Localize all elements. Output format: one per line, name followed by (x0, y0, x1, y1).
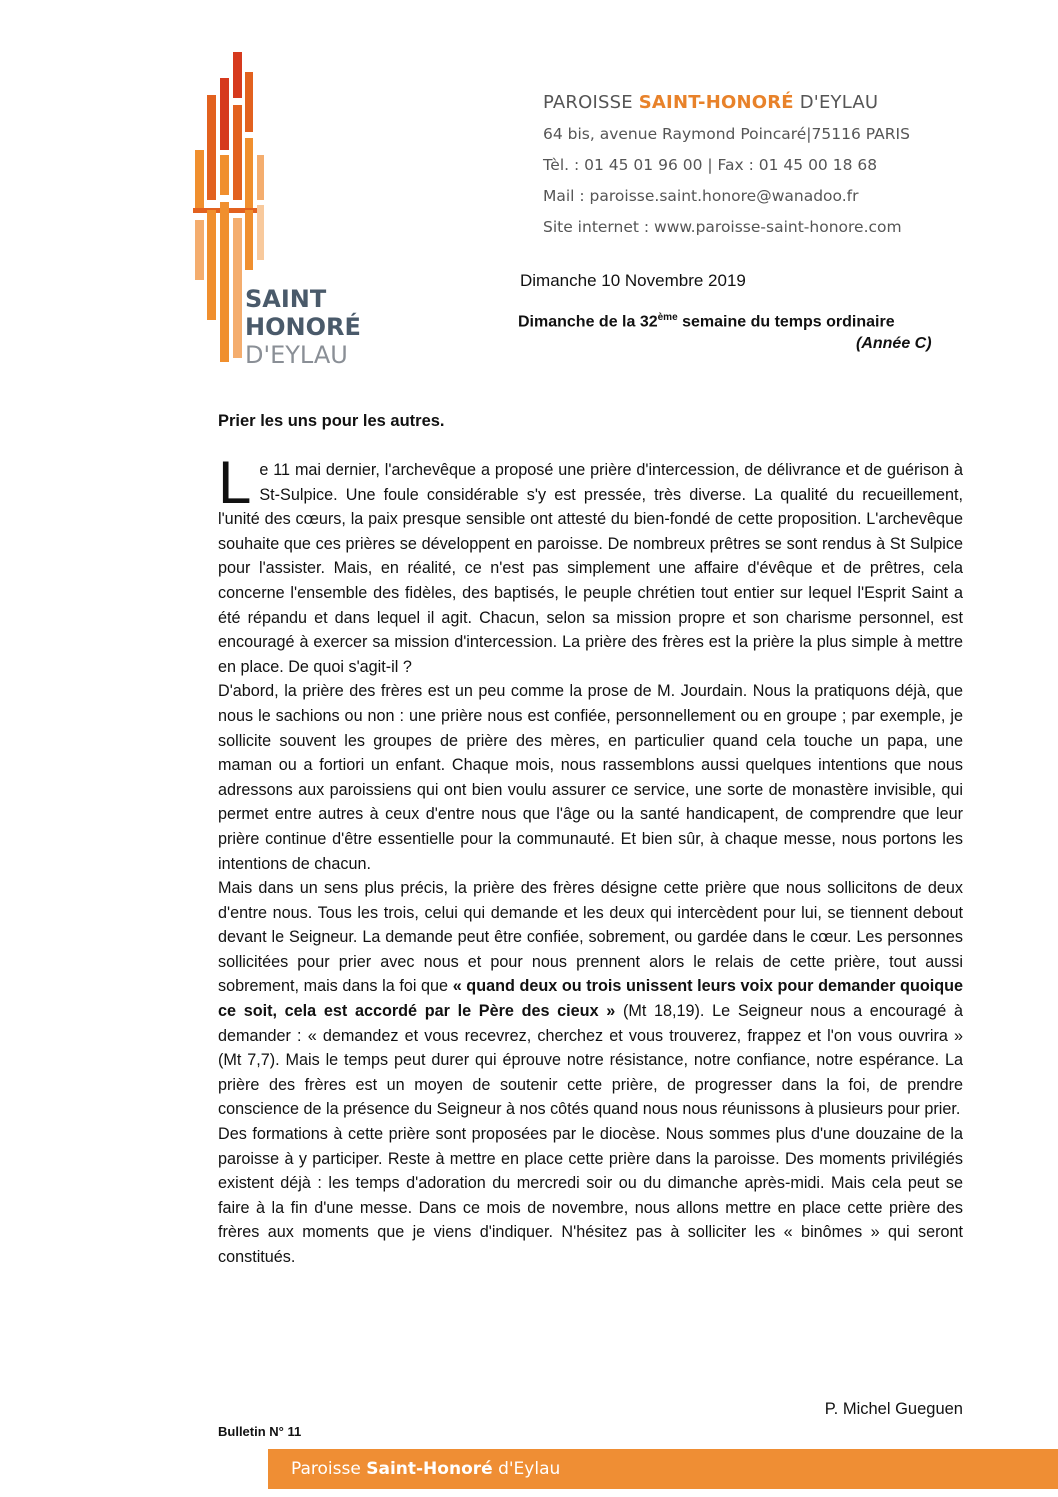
signature: P. Michel Gueguen (824, 1400, 963, 1418)
address: 64 bis, avenue Raymond Poincaré|75116 PARIS (543, 125, 910, 143)
paragraph-3-quote: « quand deux ou trois unissent leurs voix pour demander quoique ce soit, cela est accordé par le Père des cieux » (218, 977, 963, 1021)
parish-header (543, 92, 910, 243)
footer-banner (268, 1449, 1058, 1489)
phone-fax: Tèl. : 01 45 01 96 00 | Fax : 01 45 00 18 68 (543, 156, 878, 174)
parish-logo (193, 50, 363, 370)
bulletin-date: Dimanche 10 Novembre 2019 (520, 271, 746, 290)
website: Site internet : www.paroisse-saint-honore.com (543, 218, 902, 236)
liturgical-year: (Année C) (856, 335, 932, 352)
logo-line-eylau: D'EYLAU (245, 341, 348, 369)
paragraph-3 (218, 876, 963, 1122)
paragraph-2: D'abord, la prière des frères est un peu comme la prose de M. Jourdain. Nous la pratiquons déjà, que nous le sachions ou non : une prière nous est confiée, personnellement ou en groupe ; par exemple, je sollicite souvent les groupes de prière des mères, en particulier quand cela touche un papa, une maman ou a fortiori un enfant. Chaque mois, nous rassemblons aussi quelques intentions que nous adressons aux paroissiens qui ont bien voulu assurer ce service, une sorte de monastère invisible, qui permet entre autres à ceux d'entre nous que l'âge ou la santé handicapent, de comprendre que leur prière continue d'être essentielle pour la communauté. Et bien sûr, à chaque messe, nous portons les intentions de chacun. (218, 682, 963, 873)
article-heading: Prier les uns pour les autres. (218, 412, 445, 430)
parish-title (543, 92, 910, 113)
bulletin-number: Bulletin N° 11 (218, 1424, 302, 1439)
sunday-prefix: Dimanche de la 32 (518, 313, 658, 331)
footer-suffix: d'Eylau (492, 1459, 561, 1479)
article-body (218, 449, 963, 1270)
paragraph-4: Des formations à cette prière sont proposées par le diocèse. Nous sommes plus d'une douzaine de la paroisse à y participer. Reste à mettre en place cette prière dans la paroisse. Des moments privilégiés existent déjà : les temps d'adoration du mercredi soir ou du dimanche après-midi. Mais cela peut se faire à la fin d'une messe. Dans ce mois de novembre, nous allons mettre en place cette prière des frères aux moments que je viens d'indiquer. N'hésitez pas à solliciter les « binômes » qui seront constitués. (218, 1125, 963, 1266)
paragraph-1-text: e 11 mai dernier, l'archevêque a proposé une prière d'intercession, de délivrance et de guérison à St-Sulpice. Une foule considérable s'y est pressée, très diverse. La qualité du recueillement, l'unité des cœurs, la paix presque sensible ont attesté du bien-fondé de cette proposition. L'archevêque souhaite que ces prières se développent en paroisse. De nombreux prêtres se sont rendus à St Sulpice pour l'assister. Mais, en réalité, ce n'est pas simplement une affaire d'évêque et de prêtres, cela concerne l'ensemble des fidèles, des baptisés, le peuple chrétien tout entier sur lequel l'Esprit Saint a été répandu et dans lequel il agit. Chacun, selon sa mission propre et son charisme personnel, est encouragé à exercer sa mission d'intercession. La prière des frères est la prière la plus simple à mettre en place. De quoi s'agit-il ? (218, 461, 963, 676)
title-suffix: D'EYLAU (793, 92, 879, 113)
paragraph-1 (218, 449, 963, 679)
paragraph-3-end: (Mt 18,19). Le Seigneur nous a encouragé à demander : « demandez et vous recevrez, cherchez et vous trouverez, frappez et l'on vous ouvrira » (Mt 7,7). Mais le temps peut durer qui éprouve notre résistance, notre confiance, notre espérance. La prière des frères est un moyen de soutenir cette prière, de progresser dans la foi, de prendre conscience de la présence du Seigneur à nos côtés quand nous nous réunissons à plusieurs pour prier. (218, 1002, 963, 1119)
mail-address: Mail : paroisse.saint.honore@wanadoo.fr (543, 187, 859, 205)
sunday-suffix: semaine du temps ordinaire (677, 313, 895, 331)
logo-line-honore: HONORÉ (245, 313, 361, 341)
logo-text (245, 285, 361, 369)
title-prefix: PAROISSE (543, 92, 639, 113)
footer-prefix: Paroisse (291, 1459, 367, 1479)
sunday-sup: ème (657, 312, 678, 323)
footer-strong: Saint-Honoré (366, 1459, 493, 1479)
liturgical-sunday (518, 312, 895, 331)
paragraph-3-start: Mais dans un sens plus précis, la prière des frères désigne cette prière que nous sollicitons de deux d'entre nous. Tous les trois, celui qui demande et les deux qui intercèdent pour lui, se tiennent debout devant le Seigneur. La demande peut être confiée, sobrement, ou gardée dans le cœur. Les personnes sollicitées pour prier avec nous et pour nous prennent alors le relais de cette prière, tout aussi sobrement, mais dans la foi que (218, 879, 963, 996)
logo-line-saint: SAINT (245, 285, 327, 313)
title-accent: SAINT-HONORÉ (638, 92, 794, 113)
drop-cap: L (218, 449, 252, 516)
